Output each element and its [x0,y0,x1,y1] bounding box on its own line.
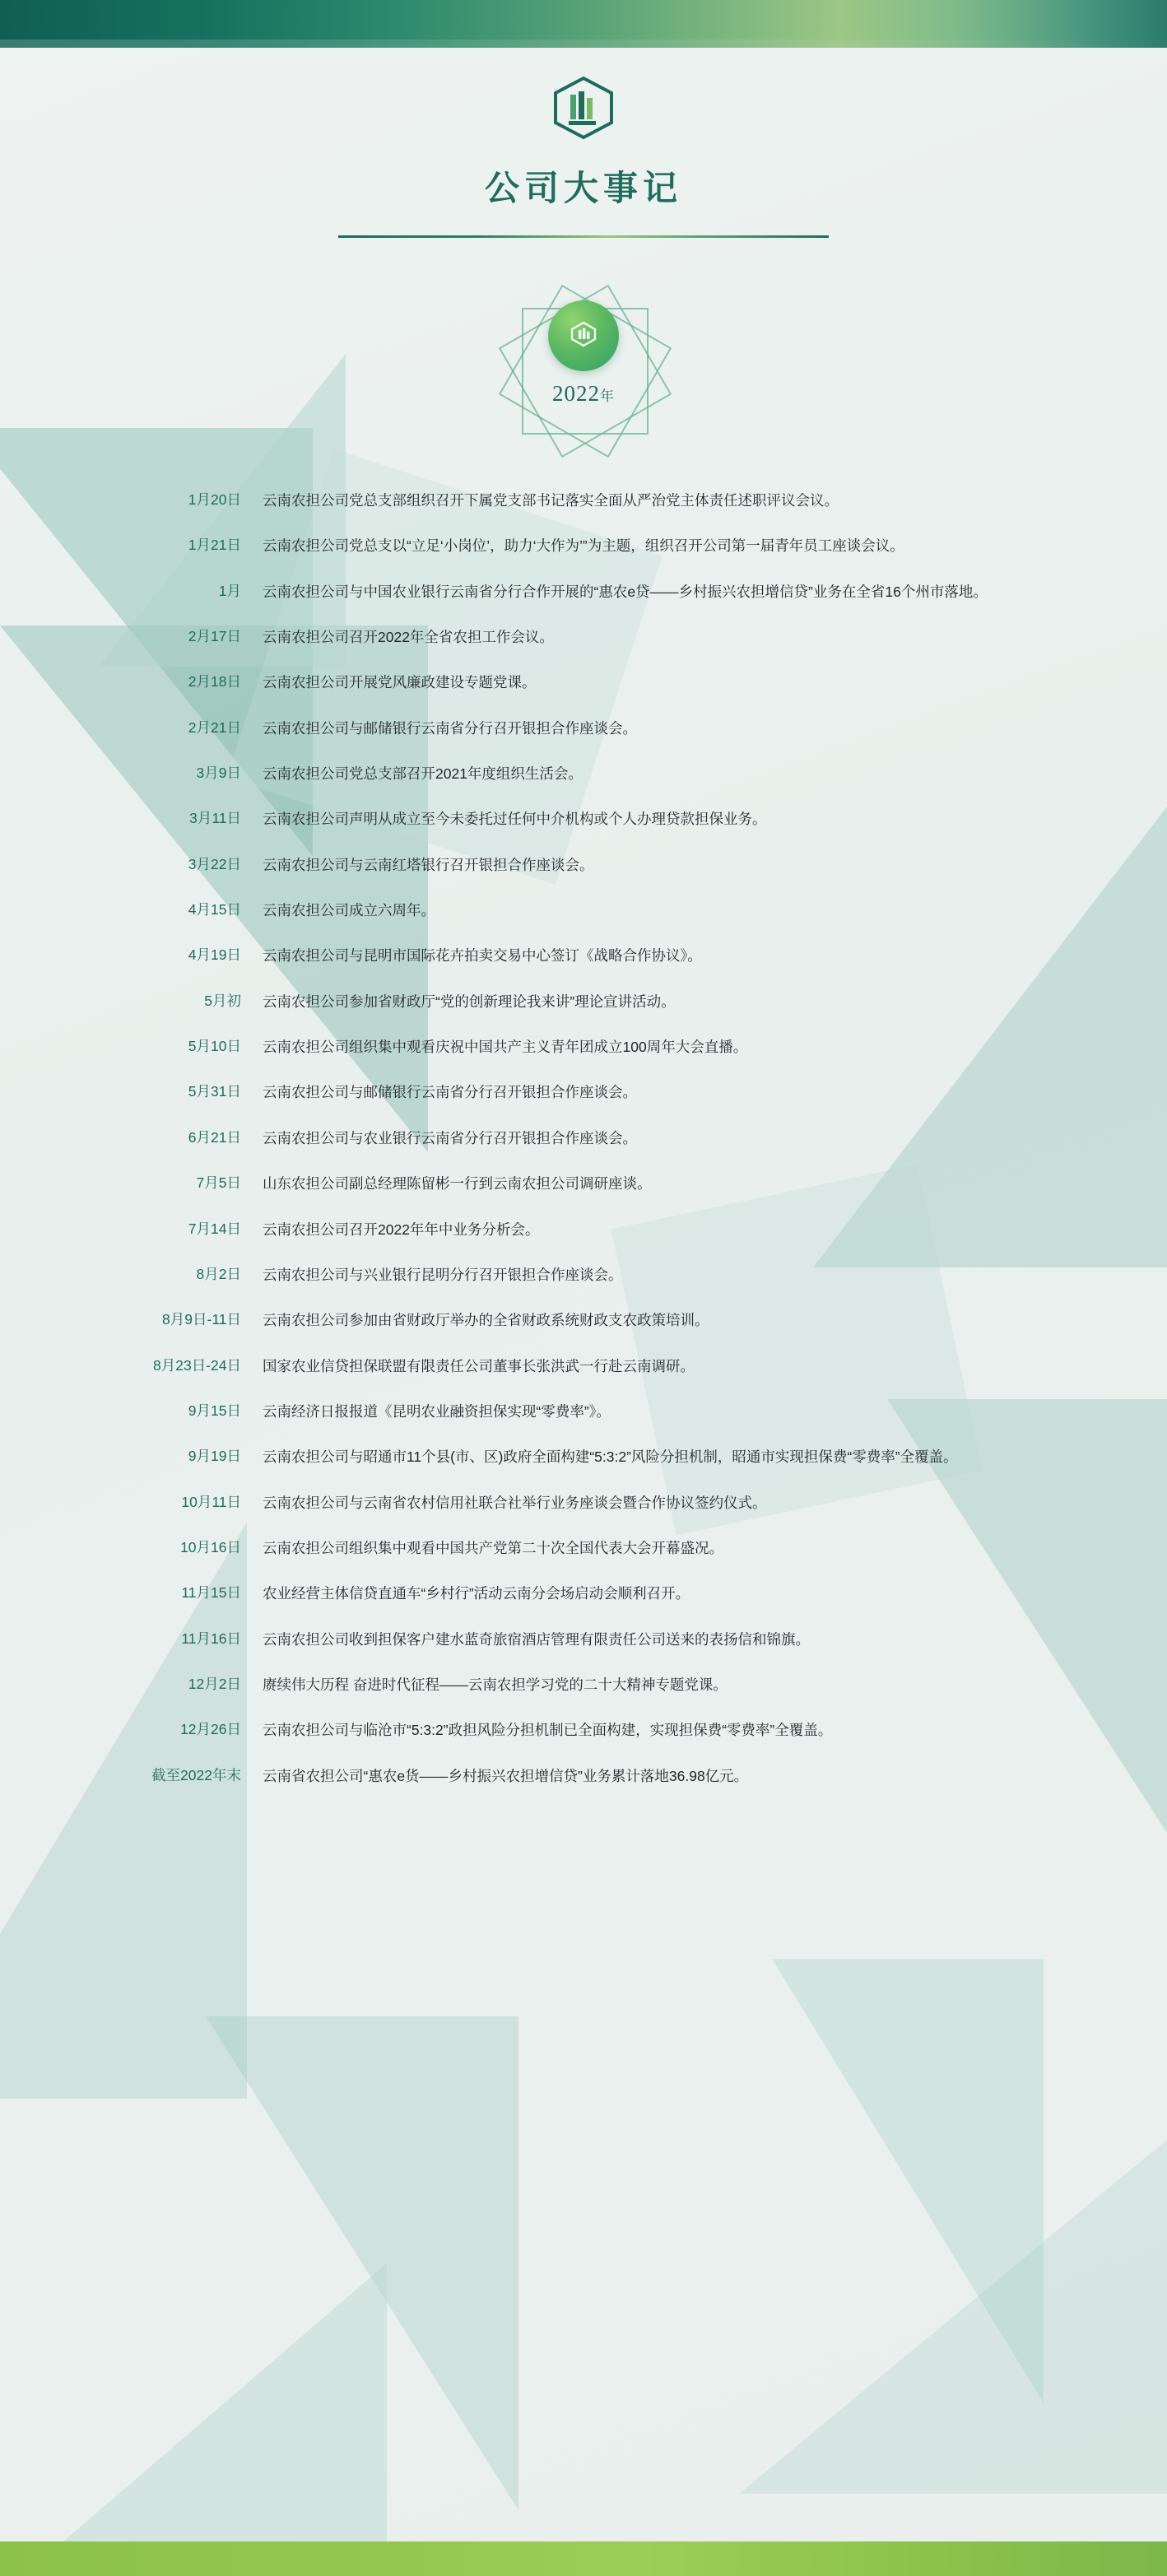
timeline-event-text: 云南农担公司组织集中观看中国共产党第二十次全国代表大会开幕盛况。 [263,1539,723,1556]
page-title: 公司大事记 [484,170,682,208]
timeline-row [94,853,1073,876]
timeline-row [94,1628,1073,1651]
timeline-date: 8月2日 [196,1265,241,1282]
timeline-row [94,807,1073,830]
timeline-event-text: 云南农担公司与邮储银行云南省分行召开银担合作座谈会。 [263,1084,637,1101]
timeline-date: 8月9日-11日 [162,1311,241,1328]
timeline-event-text: 国家农业信贷担保联盟有限责任公司董事长张洪武一行赴云南调研。 [263,1357,695,1374]
header [0,48,1167,238]
bg-triangle-10 [739,2140,1167,2494]
year-badge [509,295,658,444]
timeline-row [94,1172,1073,1195]
timeline-date: 7月5日 [196,1174,241,1192]
timeline-event-text: 云南农担公司党总支部召开2021年度组织生活会。 [263,765,583,783]
bg-triangle-7 [206,2016,518,2510]
timeline-row [94,1263,1073,1286]
timeline-event-text: 云南农担公司与临沧市“5:3:2”政担风险分担机制已全面构建，实现担保费“零费率”全覆盖。 [263,1722,833,1739]
timeline-event-text: 云南农担公司党总支部组织召开下属党支部书记落实全面从严治党主体责任述职评议会议。 [263,492,839,509]
timeline-row [94,1035,1073,1058]
timeline-date: 10月11日 [181,1493,241,1510]
timeline-row [94,1081,1073,1104]
cube-book-logo-icon [549,73,618,146]
bg-triangle-9 [0,2263,387,2576]
timeline-date: 1月21日 [188,537,241,554]
year-badge-zone [0,295,1167,468]
timeline-date: 9月15日 [188,1402,241,1419]
timeline-date: 10月16日 [180,1538,241,1555]
timeline-date: 4月19日 [188,946,241,964]
timeline-date: 12月26日 [180,1721,241,1738]
timeline-row [94,580,1073,603]
timeline-event-text: 云南农担公司召开2022年全省农担工作会议。 [263,629,554,646]
timeline-event-text: 赓续伟大历程 奋进时代征程——云南农担学习党的二十大精神专题党课。 [263,1676,728,1693]
timeline-date: 6月21日 [188,1128,241,1146]
top-banner [0,0,1167,48]
timeline-event-text: 云南农担公司收到担保客户建水蓝奇旅宿酒店管理有限责任公司送来的表扬信和锦旗。 [263,1630,810,1648]
timeline-event-text: 云南农担公司声明从成立至今未委托过任何中介机构或个人办理贷款担保业务。 [263,811,767,828]
timeline-date: 1月20日 [188,491,241,508]
timeline-date: 8月23日-24日 [153,1356,241,1374]
timeline-date: 4月15日 [188,901,241,918]
timeline-event-text: 云南农担公司成立六周年。 [263,902,435,919]
timeline-row [94,1582,1073,1605]
timeline-event-text: 云南农担公司组织集中观看庆祝中国共产主义青年团成立100周年大会直播。 [263,1039,748,1056]
timeline-row [94,1445,1073,1468]
timeline-date: 9月19日 [188,1448,241,1465]
timeline-event-text: 云南农担公司党总支以“立足‘小岗位’，助力‘大作为’”为主题，组织召开公司第一届青年员工座谈会议。 [263,537,904,555]
timeline-event-text: 云南农担公司与云南省农村信用社联合社举行业务座谈会暨合作协议签约仪式。 [263,1494,767,1511]
year-label [552,381,615,407]
timeline-row [94,1718,1073,1741]
timeline-row [94,1218,1073,1241]
bg-triangle-8 [772,1959,1044,2403]
timeline-row [94,1400,1073,1423]
timeline-date: 3月11日 [189,810,241,827]
timeline-row [94,671,1073,694]
timeline-date: 12月2日 [188,1675,241,1692]
timeline-event-text: 云南农担公司与昭通市11个县(市、区)政府全面构建“5:3:2”风险分担机制，昭通市实现担保费“零费率”全覆盖。 [263,1448,958,1466]
year-value: 2022 [552,381,600,406]
timeline-row [94,1127,1073,1150]
timeline-date: 3月22日 [188,855,241,872]
timeline-row [94,762,1073,785]
logo-wrap [0,72,1167,146]
timeline-row [94,1765,1073,1788]
timeline-event-text: 山东农担公司副总经理陈留彬一行到云南农担公司调研座谈。 [263,1175,652,1193]
timeline-event-text: 云南农担公司参加省财政厅“党的创新理论我来讲”理论宣讲活动。 [263,993,676,1010]
timeline-event-text: 云南经济日报报道《昆明农业融资担保实现“零费率”》。 [263,1402,611,1420]
timeline-event-text: 云南省农担公司“惠农e货——乡村振兴农担增信贷”业务累计落地36.98亿元。 [263,1767,749,1784]
timeline-date: 截至2022年末 [151,1766,241,1783]
timeline-row [94,1673,1073,1696]
timeline-date: 11月15日 [181,1584,241,1602]
timeline-row [94,944,1073,967]
timeline-row [94,717,1073,740]
timeline-row [94,534,1073,557]
year-suffix: 年 [600,388,615,404]
timeline-event-text: 云南农担公司与云南红塔银行召开银担合作座谈会。 [263,856,594,873]
timeline-list [94,489,1073,1909]
timeline-event-text: 云南农担公司与昆明市国际花卉拍卖交易中心签订《战略合作协议》。 [263,947,702,965]
timeline-date: 2月17日 [188,628,241,645]
timeline-date: 1月 [218,582,241,599]
title-divider [338,235,829,238]
bottom-banner [0,2541,1167,2576]
timeline-date: 5月初 [204,992,241,1009]
timeline-row [94,489,1073,512]
timeline-row [94,1309,1073,1332]
timeline-event-text: 云南农担公司与邮储银行云南省分行召开银担合作座谈会。 [263,719,637,737]
timeline-row [94,990,1073,1013]
timeline-row [94,1537,1073,1560]
timeline-date: 5月10日 [188,1038,241,1055]
timeline-date: 2月18日 [188,673,241,690]
timeline-event-text: 云南农担公司开展党风廉政建设专题党课。 [263,674,537,691]
timeline-date: 5月31日 [188,1083,241,1100]
year-circle [548,300,619,371]
timeline-row [94,1355,1073,1378]
timeline-event-text: 云南农担公司召开2022年年中业务分析会。 [263,1221,540,1238]
cube-icon [570,320,597,352]
timeline-event-text: 云南农担公司与中国农业银行云南省分行合作开展的“惠农e贷——乡村振兴农担增信贷”业务在全省16个州市落地。 [263,583,988,600]
timeline-event-text: 云南农担公司与兴业银行昆明分行召开银担合作座谈会。 [263,1266,623,1283]
timeline-event-text: 云南农担公司参加由省财政厅举办的全省财政系统财政支农政策培训。 [263,1312,709,1329]
timeline-date: 3月9日 [196,765,241,782]
timeline-row [94,1491,1073,1514]
timeline-date: 11月16日 [181,1630,241,1647]
timeline-event-text: 农业经营主体信贷直通车“乡村行”活动云南分会场启动会顺利召开。 [263,1585,690,1602]
timeline-date: 7月14日 [188,1220,241,1237]
timeline-event-text: 云南农担公司与农业银行云南省分行召开银担合作座谈会。 [263,1129,637,1146]
timeline-row [94,625,1073,649]
timeline-row [94,899,1073,922]
timeline-date: 2月21日 [188,718,241,736]
